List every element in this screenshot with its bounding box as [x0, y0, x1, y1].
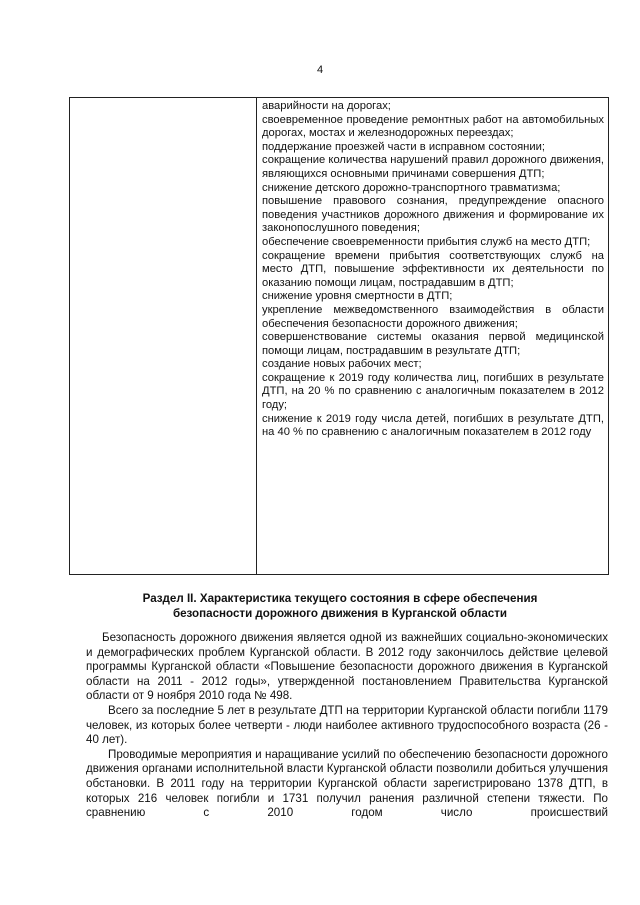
list-item: повышение правового сознания, предупреждение опасного поведения участников дорожного движения и формирование их законопослушного поведения; — [262, 195, 604, 235]
list-item: сокращение количества нарушений правил дорожного движения, являющихся основными причинами совершения ДТП; — [262, 154, 604, 180]
list-item: совершенствование системы оказания первой медицинской помощи лицам, пострадавшим в результате ДТП; — [262, 331, 604, 357]
section-heading-line-1: Раздел II. Характеристика текущего состояния в сфере обеспечения — [142, 592, 538, 605]
paragraph-statistics: Всего за последние 5 лет в результате ДТП на территории Курганской области погибли 1179 человек, из которых более четверти - люди наиболее активного трудоспособного возраста (26 - 40 лет). — [86, 703, 608, 747]
section-heading-line-2: безопасности дорожного движения в Курганской области — [172, 607, 508, 620]
list-item: поддержание проезжей части в исправном состоянии; — [262, 140, 545, 153]
list-item: сокращение к 2019 году количества лиц, погибших в результате ДТП, на 20 % по сравнению с аналогичным показателем в 2012 году; — [262, 371, 604, 412]
body-text — [86, 631, 608, 821]
paragraph-measures: Проводимые мероприятия и наращивание усилий по обеспечению безопасности дорожного движения органами исполнительной власти Курганской области позволили добиться улучшения обстановки. В 2011 году на территории Курганской области зарегистрировано 1378 ДТП, в которых 216 человек погибли и 1731 получил ранения различной степени тяжести. По сравнению с 2010 годом число происшествий — [86, 747, 608, 820]
table-right-column — [257, 98, 608, 574]
list-item: сокращение времени прибытия соответствующих служб на место ДТП, повышение эффективности их деятельности по оказанию помощи лицам, пострадавшим в ДТП; — [262, 249, 604, 289]
list-item: снижение к 2019 году числа детей, погибших в результате ДТП, на 40 % по сравнению с аналогичным показателем в 2012 году — [262, 412, 604, 439]
page-number: 4 — [316, 64, 324, 76]
list-item: снижение уровня смертности в ДТП; — [262, 290, 453, 303]
table-left-column — [70, 98, 257, 574]
list-item: обеспечение своевременности прибытия служб на место ДТП; — [262, 235, 591, 248]
paragraph-intro: Безопасность дорожного движения является одной из важнейших социально-экономических и демографических проблем Курганской области. В 2012 году закончилось действие целевой программы Курганской области «Повышение безопасности дорожного движения в Курганской области на 2011 - 2012 годы», утвержденной постановлением Правительства Курганской области от 9 ноября 2010 года № 498. — [86, 631, 608, 703]
list-item: снижение детского дорожно-транспортного травматизма; — [262, 181, 561, 194]
list-item: создание новых рабочих мест; — [262, 358, 422, 371]
section-heading — [60, 591, 620, 621]
list-item: укрепление межведомственного взаимодействия в области обеспечения безопасности дорожного движения; — [262, 303, 604, 330]
list-item: аварийности на дорогах; — [262, 100, 391, 112]
results-table — [69, 97, 609, 575]
list-item: своевременное проведение ремонтных работ на автомобильных дорогах, мостах и железнодорожных переездах; — [262, 113, 604, 140]
